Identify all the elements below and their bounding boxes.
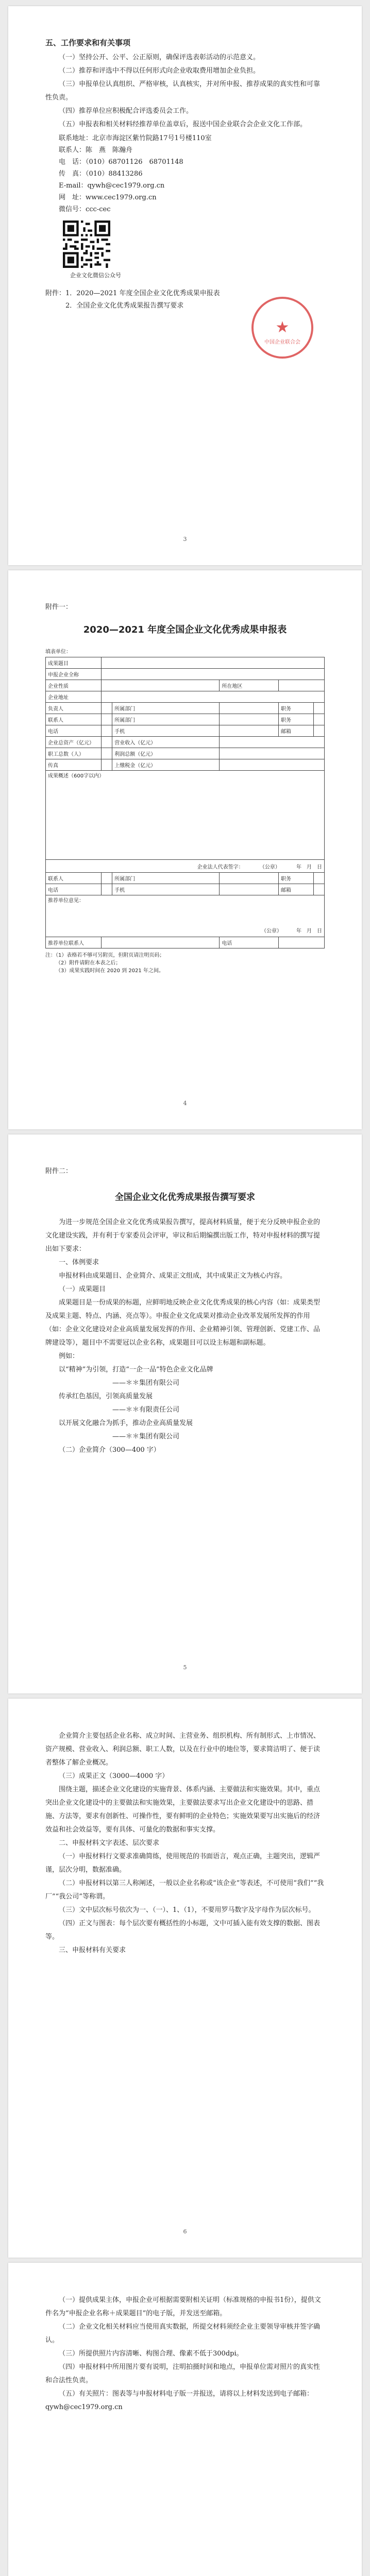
section-heading: 一、体例要求 [59, 1259, 99, 1266]
form-label: 手机 [112, 725, 220, 737]
subsection-heading: （一）成果题目 [59, 1285, 106, 1293]
form-input[interactable] [313, 725, 324, 737]
form-label: 企业性质 [46, 680, 102, 691]
form-input[interactable] [220, 873, 279, 884]
paragraph: （二）企业文化相关材料应当使用真实数据，所提交材料须经企业主要领导审核并签字确认。 [45, 2323, 321, 2344]
paragraph: （五）有关照片：图表等与申报材料电子版一并报送，请将以上材料发送到电子邮箱：qywh@cec1979.org.cn [45, 2390, 314, 2411]
form-label: 电话 [46, 725, 102, 737]
page-number: 4 [183, 1100, 187, 1107]
form-input[interactable] [220, 748, 325, 759]
form-label: 推荐单位联系人 [46, 937, 102, 948]
form-input[interactable] [279, 937, 325, 948]
form-input[interactable] [102, 703, 112, 714]
paragraph: （四）申报材料中所用图片要有说明，注明拍摄时间和地点，申报单位需对照片的真实性和合法性负责。 [45, 2363, 321, 2384]
paragraph: （三）所提供照片内容清晰、构图合理、像素不低于300dpi。 [59, 2350, 243, 2358]
paragraph: 申报材料由成果题目、企业简介、成果正文组成，其中成果正文为核心内容。 [59, 1272, 287, 1280]
paragraph: （四）推荐单位应积极配合评选委员会工作。 [59, 107, 193, 115]
qr-code-block [63, 221, 325, 279]
overview-field[interactable] [46, 771, 325, 860]
document-page-3 [8, 1134, 362, 1693]
form-input[interactable] [313, 884, 324, 895]
paragraph: （二）申报材料以第三人称阐述，一般以企业名称或“该企业”等表述，不可使用“我们”“我厂”“我公司”等称谓。 [45, 1879, 324, 1901]
form-input[interactable] [313, 714, 324, 725]
paragraph: 企业简介主要包括企业名称、成立时间、主营业务、组织机构、所有制形式、上市情况、资产规模、营业收入、利润总额、职工人数，以及在行业中的地位等，要求简洁明了、便于读者整体了解企业概况。 [45, 1732, 321, 1767]
paragraph: （三）文中层次标号依次为一、（一）、1、（1），不要用罗马数字及字母作为层次标号。 [59, 1906, 315, 1914]
paragraph: （四）正文与图表：每个层次要有概括性的小标题，文中可插入能有效支撑的数据、图表等。 [45, 1920, 321, 1941]
official-seal-area [45, 317, 325, 374]
form-input[interactable] [102, 680, 220, 691]
paragraph: （五）申报表和相关材料经推荐单位盖章后，报送中国企业联合会企业文化工作部。 [59, 121, 307, 128]
form-input[interactable] [220, 759, 325, 771]
form-title: 2020—2021 年度全国企业文化优秀成果申报表 [83, 624, 287, 635]
form-label: 传真 [46, 759, 102, 771]
example-line: 传承红色基因，引领高质量发展 [59, 1393, 153, 1400]
form-label: 利润总额（亿元） [112, 748, 220, 759]
document-page-2 [8, 570, 362, 1129]
section-heading: 五、工作要求和有关事项 [45, 38, 131, 47]
paragraph: 围绕主题，描述企业文化建设的实施背景、体系内涵、主要做法和实施效果。其中，重点突出企业文化建设中的主要做法和实施效果，主要做法要求写出企业文化建设中的思路、措施、方法等，要求有创新性、可操作性，要有鲜明的企业特色；实施效果要写出实施后的经济效益和社会效益等，要有具体、可量化的数据和事实支撑。 [45, 1786, 321, 1834]
form-input[interactable] [102, 657, 325, 669]
contact-address: 联系地址：北京市海淀区紫竹院路17号1号楼110室 [59, 134, 212, 142]
subsection-heading: （三）成果正文（3000—4000 字） [59, 1772, 169, 1780]
form-input[interactable] [102, 737, 112, 748]
reporting-unit-label: 填表单位： [45, 649, 71, 655]
paragraph: （三）申报单位认真组织、严格审核，认真核实，并对所申报、推荐成果的真实性和可靠性负责。 [45, 80, 321, 101]
form-label: 企业总资产（亿元） [46, 737, 102, 748]
form-label: 职工总数（人） [46, 748, 102, 759]
example-line: 以开展文化融合为抓手，推动企业高质量发展 [59, 1419, 193, 1427]
qr-caption: 企业文化微信公众号 [70, 272, 121, 279]
form-label: 联系人 [46, 873, 102, 884]
form-input[interactable] [220, 884, 279, 895]
attachment-item: 2．全国企业文化优秀成果报告撰写要求 [65, 302, 184, 310]
form-label: 职务 [279, 703, 314, 714]
intro-paragraph: 为进一步规范全国企业文化优秀成果报告撰写，提高材料质量，便于充分反映申报企业的文化建设实践，并有利于专家委员会评审，审议和后期编撰出版工作，特对申报材料的撰写提出如下要求： [45, 1218, 321, 1253]
form-input[interactable] [102, 669, 325, 680]
signature-row: 企业法人代表签字： （公章） 年 月 日 [46, 860, 325, 873]
contact-block [45, 132, 325, 215]
qr-code-icon [63, 221, 110, 268]
form-label: 所属部门 [112, 714, 220, 725]
form-input[interactable] [102, 725, 112, 737]
contact-email[interactable]: E-mail：qywh@cec1979.org.cn [59, 182, 165, 190]
form-label: 邮箱 [279, 884, 314, 895]
form-input[interactable] [220, 714, 279, 725]
form-label: 成果概述（600字以内） [48, 773, 105, 779]
subsection-heading: （二）企业简介（300—400 字） [59, 1446, 160, 1454]
form-input[interactable] [102, 937, 220, 948]
form-input[interactable] [102, 873, 112, 884]
contact-wechat: 微信号：ccc-cec [59, 206, 111, 213]
form-input[interactable] [102, 691, 325, 703]
form-input[interactable] [102, 714, 112, 725]
recommend-opinion-field[interactable]: 推荐单位意见： （公章） 年 月 日 [46, 895, 325, 937]
example-line: ——＊＊有限责任公司 [112, 1406, 180, 1414]
contact-website[interactable]: 网 址：www.cec1979.org.cn [59, 194, 157, 201]
contact-person: 联系人：陈 燕 陈瀚舟 [59, 146, 133, 154]
form-label: 职务 [279, 873, 314, 884]
document-page-1 [8, 6, 362, 565]
form-label: 联系人 [46, 714, 102, 725]
example-line: 以“精神”为引领，打造“一企一品”特色企业文化品牌 [59, 1366, 213, 1374]
example-line: ——＊＊集团有限公司 [112, 1379, 180, 1387]
form-input[interactable] [102, 759, 112, 771]
form-input[interactable] [102, 748, 112, 759]
form-label: 成果题目 [46, 657, 102, 669]
page-number: 5 [183, 1664, 187, 1671]
attachments-label: 附件： [45, 290, 66, 297]
section-heading: 三、申报材料有关要求 [59, 1946, 126, 1954]
form-label: 电话 [220, 937, 279, 948]
document-page-5 [8, 2263, 362, 2576]
form-label: 申报企业全称 [46, 669, 102, 680]
form-input[interactable] [279, 680, 325, 691]
document-page-4 [8, 1699, 362, 2258]
form-input[interactable] [220, 725, 279, 737]
form-label: 邮箱 [279, 725, 314, 737]
form-label: 所在地区 [220, 680, 279, 691]
doc-title: 全国企业文化优秀成果报告撰写要求 [115, 1192, 255, 1202]
form-notes: 注：（1）表格若不够可另附页，但附页请注明页码； （2）附件请附在本表之后； （3）成果实践时间在 2020 到 2021 年之间。 [45, 953, 165, 974]
form-label: 营业收入（亿元） [112, 737, 220, 748]
form-label: 企业地址 [46, 691, 102, 703]
form-label: 负责人 [46, 703, 102, 714]
example-line: ——＊＊集团有限公司 [112, 1433, 180, 1440]
attachment-label: 附件一： [45, 603, 73, 611]
form-input[interactable] [220, 737, 325, 748]
attachment-item: 1．2020—2021 年度全国企业文化优秀成果申报表 [65, 290, 220, 297]
form-input[interactable] [220, 703, 279, 714]
paragraph: 成果题目是一份成果的标题，应鲜明地反映企业文化优秀成果的核心内容（如：成果类型及成果主题、特点、内涵、亮点等）。申报企业文化成果对推动企业改革发展所发挥的作用（如：企业文化建设对企业高质量发展发挥的作用、企业精神引领、管理创新、党建工作、品牌建设等），题目中不需要冠以企业名称，成果题目可以设主标题和副标题。 [45, 1299, 321, 1347]
form-label: 电话 [46, 884, 102, 895]
form-input[interactable] [102, 884, 112, 895]
page-number: 6 [183, 2228, 187, 2235]
contact-phone: 电 话：（010）68701126 68701148 [59, 158, 183, 166]
form-label: 所属部门 [112, 873, 220, 884]
page-number: 3 [183, 536, 187, 543]
contact-fax: 传 真：（010）88413286 [59, 170, 143, 178]
form-label: 所属部门 [112, 703, 220, 714]
form-label: 上缴税金（亿元） [112, 759, 220, 771]
official-seal-icon: ★ 中国企业联合会 [251, 297, 313, 359]
paragraph: （一）申报材料行文要求准确简练，使用规范的书面语言，观点正确，主题突出，逻辑严谨，层次分明，数据准确。 [45, 1853, 321, 1874]
paragraph: （一）提供成果主体，申报企业可根据需要附相关证明（标准规格的申报书1份），提供文件名为“申报企业名称＋成果题目”的电子版，并发送至邮箱。 [45, 2296, 321, 2317]
form-label: 职务 [279, 714, 314, 725]
form-label: 推荐单位意见： [48, 898, 84, 904]
form-input[interactable] [313, 703, 324, 714]
paragraph: （二）推荐和评选中不得以任何形式向企业收取费用增加企业负担。 [59, 67, 260, 75]
example-label: 例如： [59, 1352, 79, 1360]
form-input[interactable] [313, 873, 324, 884]
application-form-table [45, 657, 325, 948]
section-heading: 二、申报材料文字表述、层次要求 [59, 1839, 160, 1847]
attachment-label: 附件二： [45, 1167, 73, 1175]
form-label: 手机 [112, 884, 220, 895]
paragraph: （一）坚持公开、公平、公正原则，确保评选表彰活动的示范意义。 [59, 54, 260, 61]
